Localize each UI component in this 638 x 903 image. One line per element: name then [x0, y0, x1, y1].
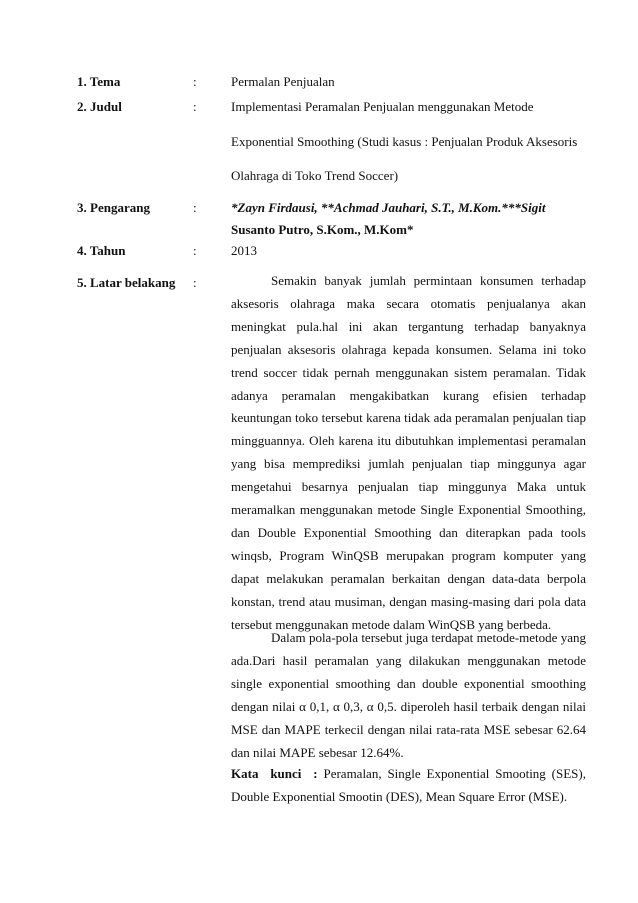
field-value-judul-line1: Implementasi Peramalan Penjualan menggunakan Metode	[231, 99, 534, 114]
field-colon: :	[193, 200, 197, 215]
field-value-judul-line3: Olahraga di Toko Trend Soccer)	[231, 168, 399, 183]
field-colon: :	[193, 243, 197, 258]
field-colon: :	[193, 99, 197, 114]
field-value-judul-line2: Exponential Smoothing (Studi kasus : Penjualan Produk Aksesoris	[231, 134, 578, 149]
kata-kunci-value: Peramalan, Single Exponential Smooting (SES), Double Exponential Smootin (DES), Mean Square Error (MSE).	[231, 766, 586, 804]
field-colon: :	[193, 74, 197, 89]
kata-kunci-label: Kata kunci :	[231, 766, 318, 781]
latar-paragraph-1: Semakin banyak jumlah permintaan konsumen terhadap aksesoris olahraga maka secara otomatis penjualanya akan meningkat pula.hal ini akan tergantung terhadap banyaknya penjualan aksesoris olahraga kepada konsumen. Selama ini toko trend soccer tidak pernah menggunakan sistem peramalan. Tidak adanya peramalan mengakibatkan kurang efisien terhadap keuntungan toko tersebut karena tidak ada peramalan penjualan tiap mingguannya. Oleh karena itu dibutuhkan implementasi peramalan yang bisa memprediksi jumlah penjualan tiap minggunya agar mengetahui besarnya penjualan tiap minggunya Maka untuk meramalkan menggunakan metode Single Exponential Smoothing, dan Double Exponential Smoothing dan diterapkan pada tools winqsb, Program WinQSB merupakan program komputer yang dapat melakukan peramalan berkaitan dengan data-data berpola konstan, trend atau musiman, dengan masing-masing dari pola data tersebut menggunakan metode dalam WinQSB yang berbeda.	[231, 273, 586, 632]
field-label-latar: 5. Latar belakang	[77, 275, 176, 290]
latar-paragraph-2: Dalam pola-pola tersebut juga terdapat metode-metode yang ada.Dari hasil peramalan yang dilakukan menggunakan metode single exponential smoothing dan double exponential smoothing dengan nilai α 0,1, α 0,3, α 0,5. diperoleh hasil terbaik dengan nilai MSE dan MAPE terkecil dengan nilai rata-rata MSE sebesar 62.64 dan nilai MAPE sebesar 12.64%.	[231, 630, 586, 760]
field-value-pengarang-line1: *Zayn Firdausi, **Achmad Jauhari, S.T., M.Kom.***Sigit	[231, 200, 546, 215]
field-value-pengarang-line2: Susanto Putro, S.Kom., M.Kom*	[231, 222, 414, 237]
kata-kunci	[231, 763, 586, 809]
field-label-tahun: 4. Tahun	[77, 243, 126, 258]
field-label-judul: 2. Judul	[77, 99, 122, 114]
field-colon: :	[193, 275, 197, 290]
field-label-tema: 1. Tema	[77, 74, 121, 89]
field-value-tema: Permalan Penjualan	[231, 74, 335, 89]
field-label-pengarang: 3. Pengarang	[77, 200, 150, 215]
field-value-tahun: 2013	[231, 243, 257, 258]
